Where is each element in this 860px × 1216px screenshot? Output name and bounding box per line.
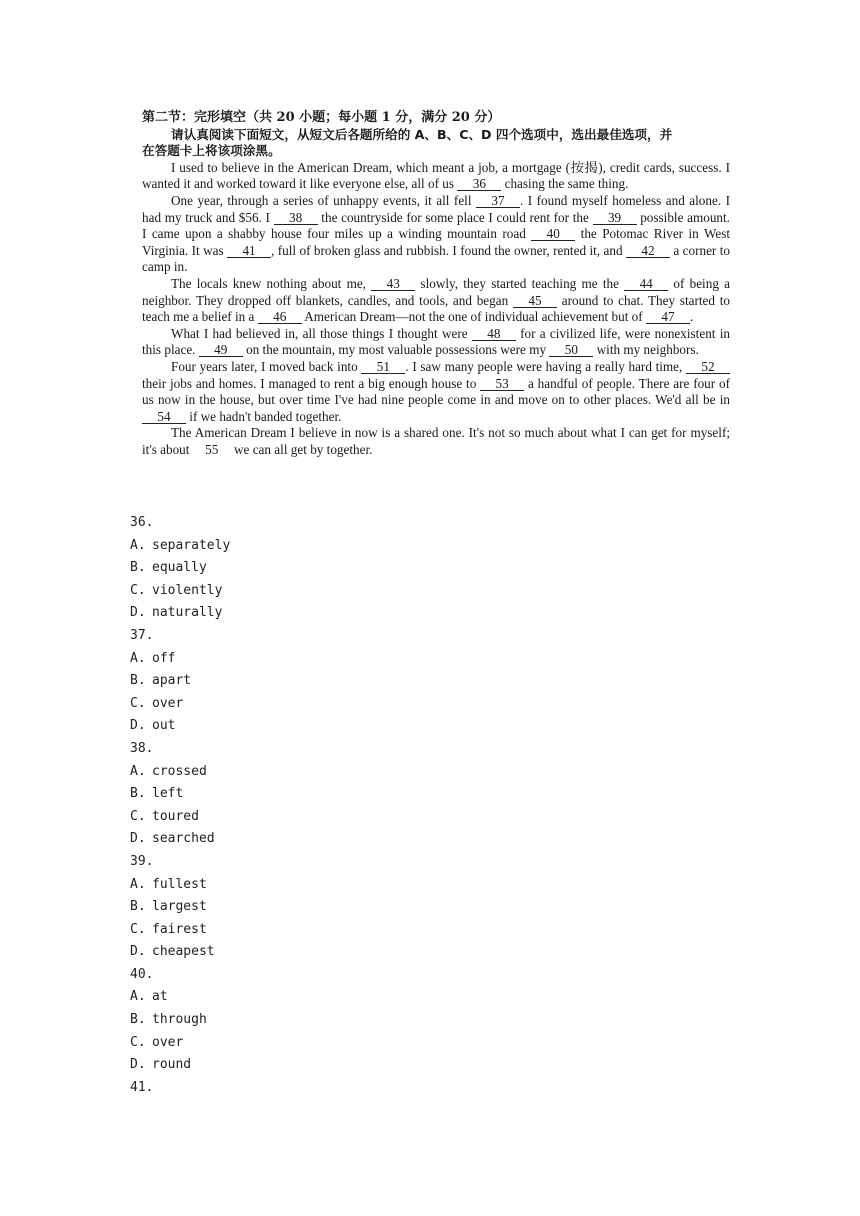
answer-option[interactable]	[130, 874, 230, 897]
option-letter: D.	[130, 718, 146, 734]
option-text: searched	[152, 831, 215, 847]
question-number: 39.	[130, 853, 154, 869]
option-letter: D.	[130, 1057, 146, 1073]
option-letter: D.	[130, 944, 146, 960]
blank-55: 55	[205, 441, 219, 457]
option-letter: B.	[130, 786, 146, 802]
paragraph-5: Four years later, I moved back into 51 . I saw many people were having a really hard time, 52 their jobs and homes. I managed to rent a big enough house to 53 a handful of people. There are four of us now in the house, but over time I've had nine people come in and move on to other places. We'd all be in 54 if we hadn't banded together.	[142, 358, 730, 424]
option-text: apart	[152, 673, 192, 689]
blank-41: 41	[227, 244, 271, 258]
option-text: over	[152, 695, 184, 711]
question-number: 37.	[130, 627, 154, 643]
question-number: 41.	[130, 1079, 154, 1095]
option-text: toured	[152, 808, 199, 824]
option-letter: C.	[130, 1034, 146, 1050]
option-text: largest	[152, 899, 207, 915]
answer-option[interactable]	[130, 896, 230, 919]
blank-45: 45	[513, 294, 557, 308]
blank-48: 48	[472, 327, 516, 341]
question-number: 40.	[130, 966, 154, 982]
instruction-line-1: 请认真阅读下面短文，从短文后各题所给的 A、B、C、D 四个选项中，选出最佳选项，并	[171, 126, 673, 142]
option-text: equally	[152, 560, 207, 576]
option-letter: D.	[130, 605, 146, 621]
answer-option[interactable]	[130, 986, 230, 1009]
option-text: crossed	[152, 763, 207, 779]
option-text: violently	[152, 582, 223, 598]
answer-option[interactable]	[130, 580, 230, 603]
option-letter: A.	[130, 989, 146, 1005]
answer-option[interactable]	[130, 761, 230, 784]
paragraph-2: One year, through a series of unhappy events, it all fell 37 . I found myself homeless and alone. I had my truck and $56. I 38 the countryside for some place I could rent for the 39 possible amount. I came upon a shabby house four miles up a winding mountain road 40 the Potomac River in West Virginia. It was 41 , full of broken glass and rubbish. I found the owner, rented it, and 42 a corner to camp in.	[142, 192, 730, 275]
option-letter: A.	[130, 650, 146, 666]
blank-53: 53	[480, 377, 524, 391]
blank-52: 52	[686, 360, 730, 374]
option-letter: B.	[130, 1012, 146, 1028]
option-text: fullest	[152, 876, 207, 892]
blank-37: 37	[476, 194, 520, 208]
blank-49: 49	[199, 343, 243, 357]
option-letter: C.	[130, 582, 146, 598]
blank-36: 36	[457, 177, 501, 191]
answer-option[interactable]	[130, 535, 230, 558]
blank-50: 50	[549, 343, 593, 357]
paragraph-1: I used to believe in the American Dream, which meant a job, a mortgage (按揭), credit cards, success. I wanted it and worked toward it like everyone else, all of us 36 chasing the same thing.	[142, 159, 730, 192]
option-text: round	[152, 1057, 192, 1073]
answer-option[interactable]	[130, 941, 230, 964]
answer-option[interactable]	[130, 715, 230, 738]
option-letter: B.	[130, 673, 146, 689]
answer-option[interactable]	[130, 806, 230, 829]
question-number: 36.	[130, 515, 154, 530]
option-letter: C.	[130, 695, 146, 711]
option-letter: A.	[130, 537, 146, 553]
answer-option[interactable]	[130, 602, 230, 625]
blank-40: 40	[531, 227, 575, 241]
option-letter: B.	[130, 899, 146, 915]
option-text: out	[152, 718, 176, 734]
blank-47: 47	[646, 310, 690, 324]
section-title: 第二节：完形填空（共 20 小题；每小题 1 分，满分 20 分）	[142, 110, 501, 125]
option-text: left	[152, 786, 184, 802]
blank-39: 39	[593, 211, 637, 225]
blank-46: 46	[258, 310, 302, 324]
answer-option[interactable]	[130, 1009, 230, 1032]
blank-38: 38	[274, 211, 318, 225]
option-letter: D.	[130, 831, 146, 847]
cloze-passage	[142, 110, 730, 458]
answer-option[interactable]	[130, 919, 230, 942]
question-list	[130, 512, 230, 1099]
option-text: off	[152, 650, 176, 666]
option-text: over	[152, 1034, 184, 1050]
option-text: at	[152, 989, 168, 1005]
option-letter: B.	[130, 560, 146, 576]
option-text: fairest	[152, 921, 207, 937]
blank-44: 44	[624, 277, 668, 291]
option-letter: A.	[130, 763, 146, 779]
option-letter: A.	[130, 876, 146, 892]
option-letter: C.	[130, 921, 146, 937]
answer-option[interactable]	[130, 783, 230, 806]
paragraph-6: The American Dream I believe in now is a shared one. It's not so much about what I can get for myself; it's about 55 we can all get by together.	[142, 425, 730, 457]
option-text: through	[152, 1012, 207, 1028]
blank-54: 54	[142, 410, 186, 424]
answer-option[interactable]	[130, 1032, 230, 1055]
option-text: separately	[152, 537, 231, 553]
answer-option[interactable]	[130, 828, 230, 851]
instruction-line-2: 在答题卡上将该项涂黑。	[142, 143, 281, 159]
answer-option[interactable]	[130, 648, 230, 671]
answer-option[interactable]	[130, 693, 230, 716]
blank-43: 43	[371, 277, 415, 291]
paragraph-4: What I had believed in, all those things I thought were 48 for a civilized life, were nonexistent in this place. 49 on the mountain, my most valuable possessions were my 50 with my neighbors.	[142, 325, 730, 358]
option-text: naturally	[152, 605, 223, 621]
question-number: 38.	[130, 740, 154, 756]
option-text: cheapest	[152, 944, 215, 960]
blank-42: 42	[626, 244, 670, 258]
answer-option[interactable]	[130, 1054, 230, 1077]
paragraph-3: The locals knew nothing about me, 43 slowly, they started teaching me the 44 of being a neighbor. They dropped off blankets, candles, and tools, and began 45 around to chat. They started to teach me a belief in a 46 American Dream—not the one of individual achievement but of 47 .	[142, 275, 730, 325]
answer-option[interactable]	[130, 557, 230, 580]
blank-51: 51	[361, 360, 405, 374]
answer-option[interactable]	[130, 670, 230, 693]
option-letter: C.	[130, 808, 146, 824]
